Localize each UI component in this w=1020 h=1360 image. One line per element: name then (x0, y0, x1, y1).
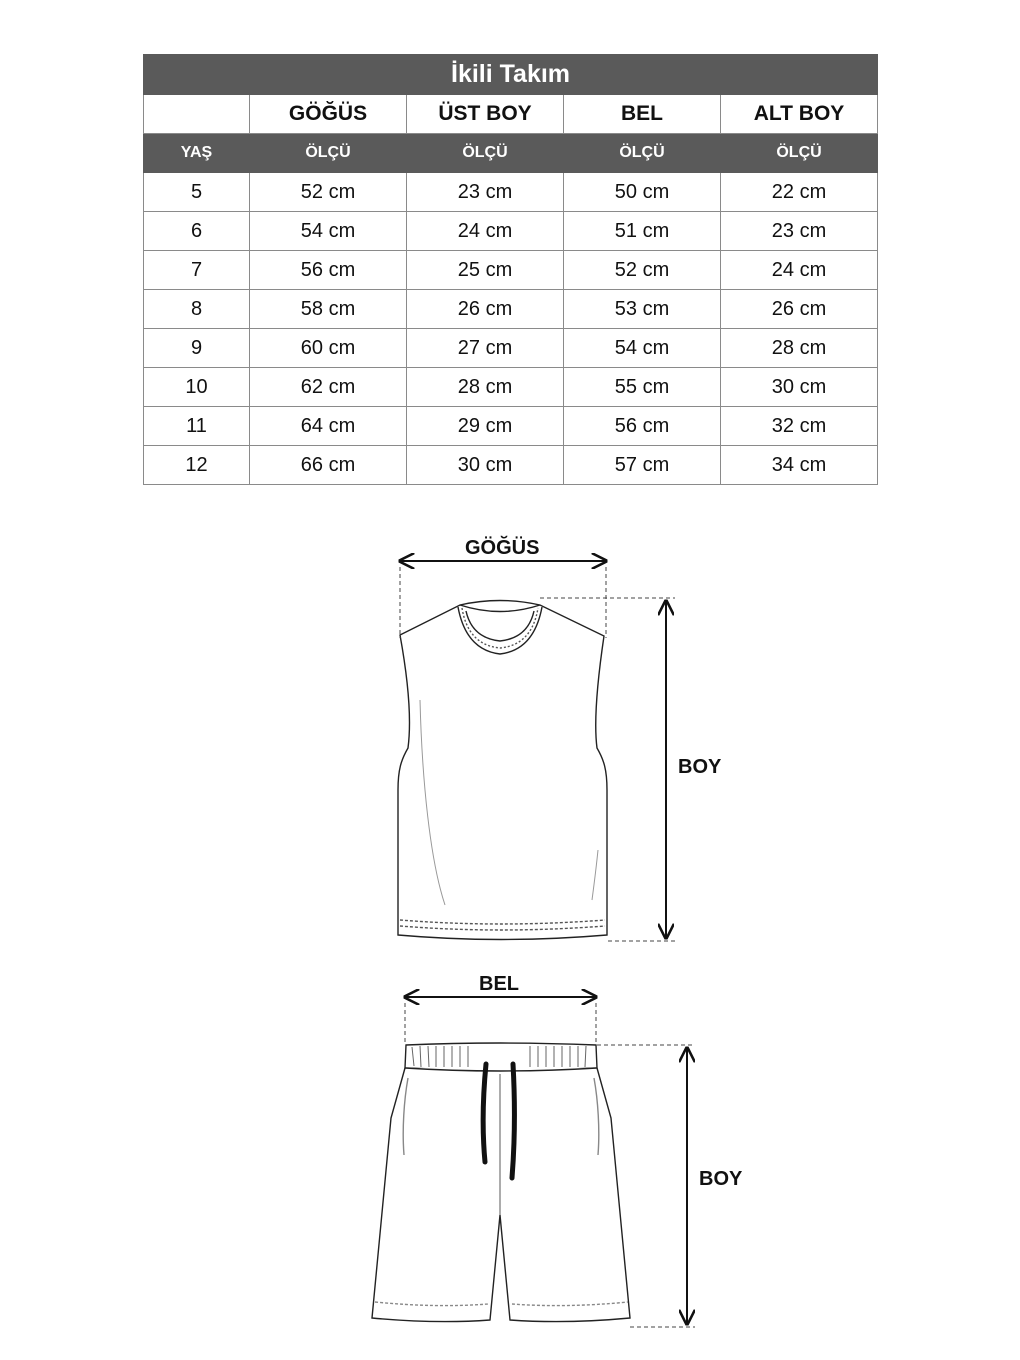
header-cell-gogus: GÖĞÜS (250, 95, 407, 134)
subheader-cell: ÖLÇÜ (721, 134, 878, 173)
table-cell: 24 cm (721, 251, 878, 290)
age-cell: 12 (144, 446, 250, 485)
table-cell: 23 cm (721, 212, 878, 251)
header-cell-ust-boy: ÜST BOY (407, 95, 564, 134)
subheader-cell: ÖLÇÜ (250, 134, 407, 173)
table-cell: 30 cm (407, 446, 564, 485)
table-cell: 53 cm (564, 290, 721, 329)
subheader-cell: ÖLÇÜ (564, 134, 721, 173)
table-cell: 66 cm (250, 446, 407, 485)
table-title: İkili Takım (144, 55, 878, 95)
table-cell: 60 cm (250, 329, 407, 368)
table-cell: 62 cm (250, 368, 407, 407)
table-cell: 54 cm (564, 329, 721, 368)
table-cell: 24 cm (407, 212, 564, 251)
table-cell: 55 cm (564, 368, 721, 407)
waist-width-arrow (405, 997, 596, 1045)
table-cell: 22 cm (721, 173, 878, 212)
age-cell: 8 (144, 290, 250, 329)
age-cell: 9 (144, 329, 250, 368)
table-cell: 56 cm (564, 407, 721, 446)
waist-label: BEL (479, 973, 519, 995)
header-cell-bel: BEL (564, 95, 721, 134)
table-cell: 57 cm (564, 446, 721, 485)
header-cell-alt-boy: ALT BOY (721, 95, 878, 134)
table-cell: 28 cm (407, 368, 564, 407)
tank-top-illustration (398, 601, 607, 940)
top-length-label: BOY (678, 756, 722, 778)
table-cell: 30 cm (721, 368, 878, 407)
table-cell: 50 cm (564, 173, 721, 212)
table-cell: 54 cm (250, 212, 407, 251)
table-cell: 52 cm (250, 173, 407, 212)
table-cell: 52 cm (564, 251, 721, 290)
table-cell: 26 cm (721, 290, 878, 329)
table-cell: 29 cm (407, 407, 564, 446)
table-cell: 58 cm (250, 290, 407, 329)
table-cell: 64 cm (250, 407, 407, 446)
age-cell: 5 (144, 173, 250, 212)
table-cell: 28 cm (721, 329, 878, 368)
table-cell: 56 cm (250, 251, 407, 290)
age-cell: 7 (144, 251, 250, 290)
table-cell: 34 cm (721, 446, 878, 485)
table-cell: 32 cm (721, 407, 878, 446)
age-cell: 10 (144, 368, 250, 407)
table-cell: 23 cm (407, 173, 564, 212)
table-cell: 51 cm (564, 212, 721, 251)
subheader-cell: ÖLÇÜ (407, 134, 564, 173)
shorts-illustration (372, 1043, 630, 1322)
age-cell: 6 (144, 212, 250, 251)
subheader-cell-yas: YAŞ (144, 134, 250, 173)
chest-label: GÖĞÜS (465, 537, 540, 559)
table-cell: 25 cm (407, 251, 564, 290)
shorts-length-label: BOY (699, 1168, 743, 1190)
age-cell: 11 (144, 407, 250, 446)
table-cell: 26 cm (407, 290, 564, 329)
table-cell: 27 cm (407, 329, 564, 368)
